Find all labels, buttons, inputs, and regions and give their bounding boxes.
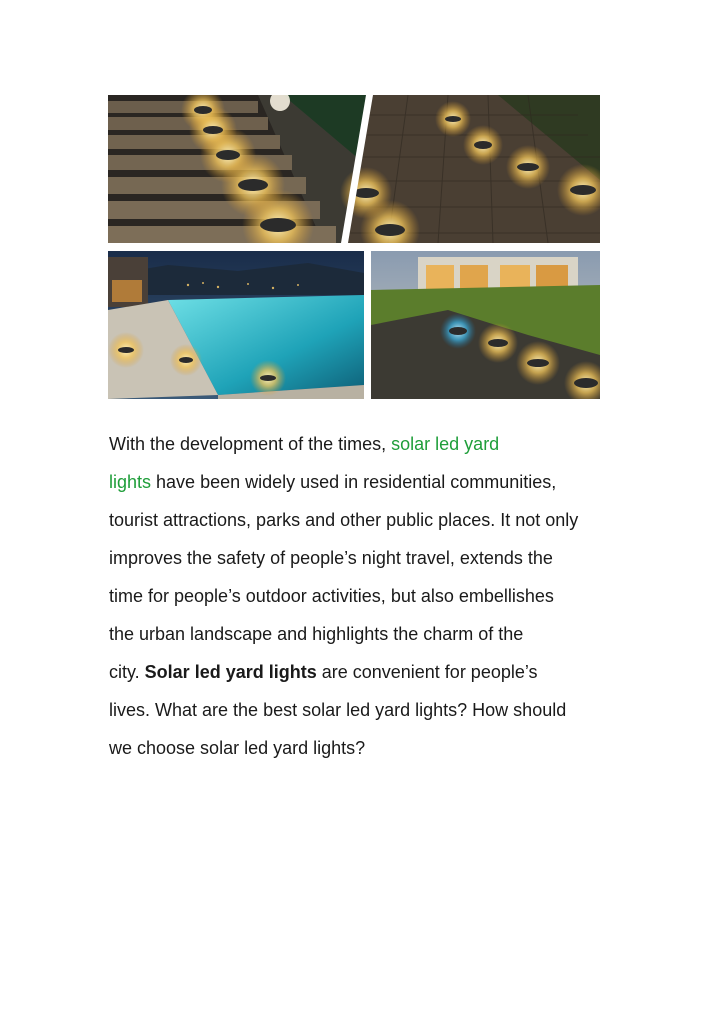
paragraph-line — [109, 425, 629, 463]
solar-led-yard-lights-link-continued[interactable]: lights — [109, 472, 152, 492]
solar-led-yard-lights-link[interactable]: solar led yard — [391, 434, 500, 454]
paragraph-line: the urban landscape and highlights the charm of the — [109, 624, 524, 644]
paragraph-line: tourist attractions, parks and other public places. It not only — [109, 510, 579, 530]
paragraph-line: we choose solar led yard lights? — [109, 738, 366, 758]
pool-photo — [108, 251, 364, 399]
bold-keyword: Solar led yard lights — [144, 662, 317, 682]
intro-paragraph — [109, 425, 629, 767]
paragraph-line — [109, 653, 629, 691]
line-text: are convenient for people’s — [316, 662, 538, 682]
lawn-photo — [371, 251, 600, 399]
paragraph-line: improves the safety of people’s night travel, extends the — [109, 548, 553, 568]
paragraph-line — [109, 463, 629, 501]
brick-path-photo — [340, 95, 600, 260]
line-text: With the development of the times, — [109, 434, 392, 454]
line-text: have been widely used in residential communities, — [151, 472, 557, 492]
product-photo-collage — [108, 95, 600, 399]
line-text: city. — [109, 662, 145, 682]
stairs-photo — [108, 95, 366, 261]
paragraph-line: lives. What are the best solar led yard lights? How should — [109, 700, 567, 720]
paragraph-line: time for people’s outdoor activities, but also embellishes — [109, 586, 554, 606]
